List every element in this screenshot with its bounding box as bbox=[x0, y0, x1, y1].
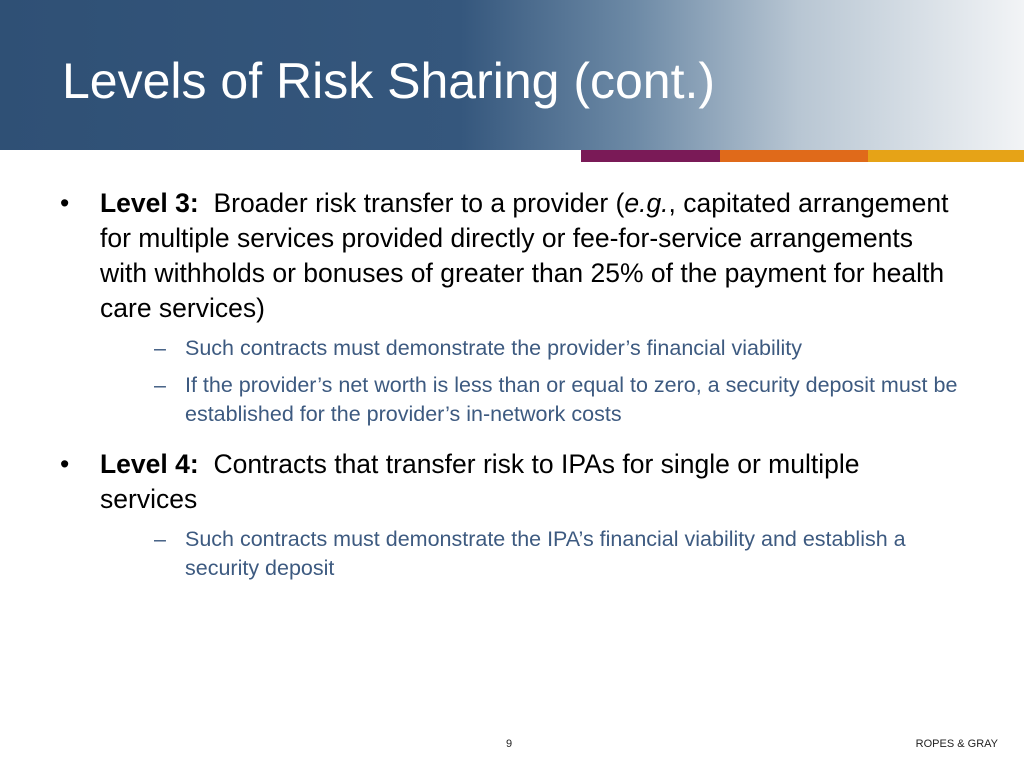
sub-bullet bbox=[100, 371, 960, 429]
bullet-text: Contracts that transfer risk to IPAs for single or multiple services bbox=[100, 449, 860, 514]
accent-bar-purple bbox=[581, 150, 720, 162]
bullet-marker: • bbox=[60, 449, 70, 479]
sub-bullet-text: If the provider’s net worth is less than or equal to zero, a security deposit must be established for the provider’s in-network costs bbox=[185, 373, 958, 426]
sub-bullet-text: Such contracts must demonstrate the provider’s financial viability bbox=[185, 336, 803, 360]
sub-bullet bbox=[100, 334, 960, 363]
bullet-text: Broader risk transfer to a provider ( bbox=[213, 188, 625, 218]
bullet-level-3 bbox=[60, 186, 960, 429]
slide-title: Levels of Risk Sharing (cont.) bbox=[62, 53, 716, 109]
sub-bullet-list bbox=[100, 525, 960, 583]
sub-bullet-text: Such contracts must demonstrate the IPA’s financial viability and establish a security deposit bbox=[185, 527, 906, 580]
sub-bullet bbox=[100, 525, 960, 583]
bullet-label: Level 3: bbox=[100, 188, 199, 218]
bullet-text-cont: , capitated arrangement for multiple services provided directly or fee-for-service arrangements with withholds or bonuses of greater than 25% of the payment for health care services) bbox=[100, 188, 949, 323]
footer-brand: ROPES & GRAY bbox=[915, 738, 998, 750]
bullet-label: Level 4: bbox=[100, 449, 199, 479]
page-number: 9 bbox=[506, 738, 513, 750]
sub-bullet-marker: – bbox=[154, 336, 166, 360]
sub-bullet-marker: – bbox=[154, 373, 166, 397]
slide-body bbox=[60, 186, 960, 591]
sub-bullet-marker: – bbox=[154, 527, 166, 551]
accent-bar-gold bbox=[868, 150, 1024, 162]
bullet-italic: e.g. bbox=[624, 188, 669, 218]
title-banner bbox=[0, 0, 1024, 150]
bullet-level-4 bbox=[60, 447, 960, 583]
bullet-marker: • bbox=[60, 188, 70, 218]
accent-bar-orange bbox=[720, 150, 868, 162]
sub-bullet-list bbox=[100, 334, 960, 429]
